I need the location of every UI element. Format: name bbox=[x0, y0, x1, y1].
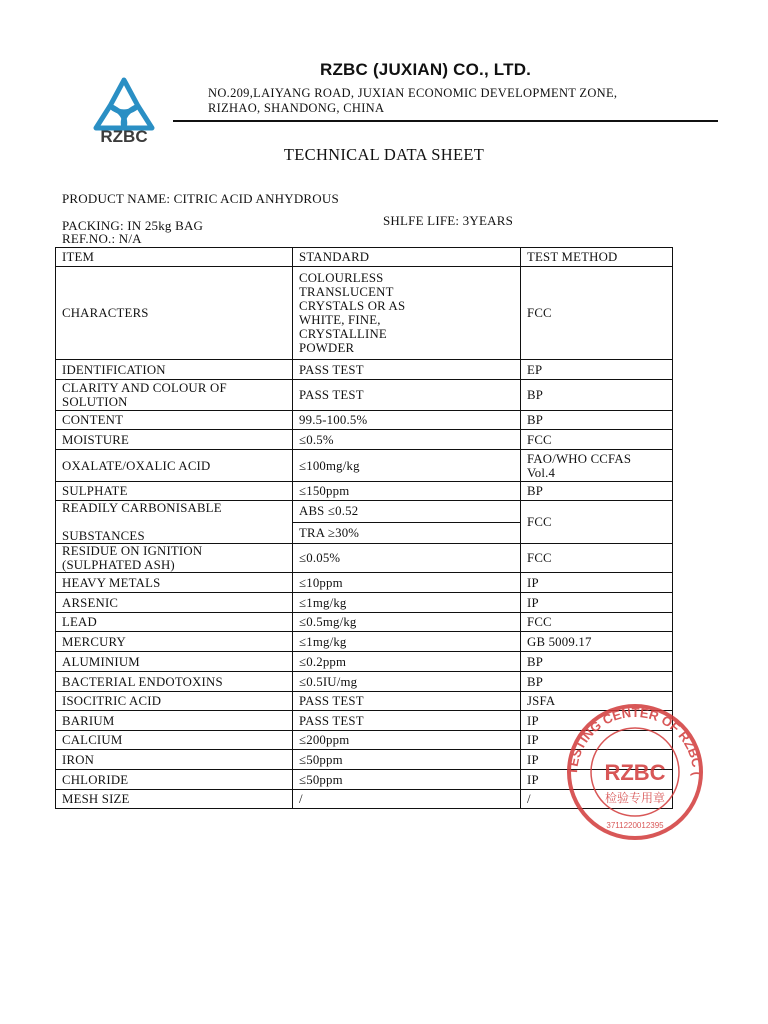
table-header-row bbox=[56, 248, 673, 267]
cell-method: IP bbox=[521, 731, 673, 750]
cell-method: EP bbox=[521, 360, 673, 380]
table-row bbox=[56, 501, 673, 523]
table-row bbox=[56, 593, 673, 613]
cell-item: RESIDUE ON IGNITION (SULPHATED ASH) bbox=[56, 544, 293, 573]
cell-item: CALCIUM bbox=[56, 731, 293, 750]
cell-standard: ≤1mg/kg bbox=[293, 632, 521, 652]
cell-standard: ≤50ppm bbox=[293, 770, 521, 790]
cell-item: OXALATE/OXALIC ACID bbox=[56, 450, 293, 482]
cell-method: GB 5009.17 bbox=[521, 632, 673, 652]
cell-item: CHLORIDE bbox=[56, 770, 293, 790]
table-row bbox=[56, 613, 673, 632]
cell-standard: TRA ≥30% bbox=[293, 522, 521, 544]
cell-method: FCC bbox=[521, 501, 673, 544]
cell-standard: ≤10ppm bbox=[293, 573, 521, 593]
ref-no: REF.NO.: N/A bbox=[62, 231, 142, 246]
table-row bbox=[56, 770, 673, 790]
cell-item: BARIUM bbox=[56, 711, 293, 731]
logo-text: RZBC bbox=[100, 127, 148, 144]
table-row bbox=[56, 360, 673, 380]
cell-item: LEAD bbox=[56, 613, 293, 632]
cell-standard: ≤0.5% bbox=[293, 430, 521, 450]
packing: PACKING: IN 25kg BAG bbox=[62, 218, 204, 233]
table-row bbox=[56, 672, 673, 692]
cell-method: IP bbox=[521, 573, 673, 593]
table-row bbox=[56, 380, 673, 411]
stamp-center-text: RZBC bbox=[604, 760, 666, 785]
cell-method: IP bbox=[521, 711, 673, 731]
table-row bbox=[56, 750, 673, 770]
page-title: TECHNICAL DATA SHEET bbox=[283, 145, 485, 164]
table-row bbox=[56, 652, 673, 672]
cell-standard: ≤50ppm bbox=[293, 750, 521, 770]
cell-method: FCC bbox=[521, 613, 673, 632]
table-row bbox=[56, 267, 673, 360]
spec-table bbox=[55, 247, 673, 809]
product-name: PRODUCT NAME: CITRIC ACID ANHYDROUS bbox=[62, 191, 339, 206]
cell-method: BP bbox=[521, 411, 673, 430]
table-row bbox=[56, 482, 673, 501]
cell-item: MESH SIZE bbox=[56, 790, 293, 809]
table-row bbox=[56, 411, 673, 430]
header-divider bbox=[173, 120, 718, 122]
cell-standard: ≤100mg/kg bbox=[293, 450, 521, 482]
cell-item: CHARACTERS bbox=[56, 267, 293, 360]
cell-standard: ≤0.5mg/kg bbox=[293, 613, 521, 632]
cell-method: BP bbox=[521, 672, 673, 692]
table-row bbox=[56, 544, 673, 573]
cell-standard: ≤0.05% bbox=[293, 544, 521, 573]
address-line-1: NO.209,LAIYANG ROAD, JUXIAN ECONOMIC DEVELOPMENT ZONE, bbox=[208, 86, 618, 100]
cell-method: / bbox=[521, 790, 673, 809]
table-row bbox=[56, 430, 673, 450]
cell-method: IP bbox=[521, 750, 673, 770]
cell-standard: 99.5-100.5% bbox=[293, 411, 521, 430]
cell-item: READILY CARBONISABLE SUBSTANCES bbox=[56, 501, 293, 544]
cell-method: BP bbox=[521, 652, 673, 672]
cell-standard: COLOURLESS TRANSLUCENT CRYSTALS OR AS WHITE, FINE, CRYSTALLINE POWDER bbox=[293, 267, 521, 360]
cell-item: SULPHATE bbox=[56, 482, 293, 501]
cell-standard: ≤200ppm bbox=[293, 731, 521, 750]
stamp-chinese-text: 检验专用章 bbox=[604, 791, 666, 805]
cell-method: FCC bbox=[521, 267, 673, 360]
header-standard: STANDARD bbox=[293, 248, 521, 267]
table-row bbox=[56, 632, 673, 652]
cell-method: IP bbox=[521, 770, 673, 790]
table-row bbox=[56, 711, 673, 731]
cell-standard: PASS TEST bbox=[293, 692, 521, 711]
cell-item: ARSENIC bbox=[56, 593, 293, 613]
cell-item: MERCURY bbox=[56, 632, 293, 652]
cell-standard: PASS TEST bbox=[293, 360, 521, 380]
cell-standard: ≤150ppm bbox=[293, 482, 521, 501]
cell-standard: PASS TEST bbox=[293, 380, 521, 411]
cell-method: FCC bbox=[521, 430, 673, 450]
cell-method: BP bbox=[521, 482, 673, 501]
header-item: ITEM bbox=[56, 248, 293, 267]
cell-item: IDENTIFICATION bbox=[56, 360, 293, 380]
cell-method: BP bbox=[521, 380, 673, 411]
cell-standard: PASS TEST bbox=[293, 711, 521, 731]
table-row bbox=[56, 731, 673, 750]
table-row bbox=[56, 573, 673, 593]
shelf-life: SHLFE LIFE: 3YEARS bbox=[383, 213, 514, 228]
cell-method: FAO/WHO CCFAS Vol.4 bbox=[521, 450, 673, 482]
cell-standard: ≤1mg/kg bbox=[293, 593, 521, 613]
cell-item: HEAVY METALS bbox=[56, 573, 293, 593]
cell-item: CONTENT bbox=[56, 411, 293, 430]
cell-item: ALUMINIUM bbox=[56, 652, 293, 672]
cell-item: CLARITY AND COLOUR OF SOLUTION bbox=[56, 380, 293, 411]
table-row bbox=[56, 450, 673, 482]
cell-item: IRON bbox=[56, 750, 293, 770]
cell-standard: ≤0.2ppm bbox=[293, 652, 521, 672]
cell-method: JSFA bbox=[521, 692, 673, 711]
cell-item: ISOCITRIC ACID bbox=[56, 692, 293, 711]
table-row bbox=[56, 790, 673, 809]
cell-item: BACTERIAL ENDOTOXINS bbox=[56, 672, 293, 692]
cell-standard: / bbox=[293, 790, 521, 809]
stamp-number: 3711220012395 bbox=[606, 821, 664, 830]
cell-method: FCC bbox=[521, 544, 673, 573]
cell-standard: ABS ≤0.52 bbox=[293, 501, 521, 523]
company-logo bbox=[88, 76, 160, 149]
cell-method: IP bbox=[521, 593, 673, 613]
cell-standard: ≤0.5IU/mg bbox=[293, 672, 521, 692]
address-line-2: RIZHAO, SHANDONG, CHINA bbox=[208, 101, 385, 115]
stamp-outer-text: TESTING CENTER OF RZBC ( bbox=[564, 704, 706, 777]
company-name: RZBC (JUXIAN) CO., LTD. bbox=[320, 60, 532, 79]
cell-item: MOISTURE bbox=[56, 430, 293, 450]
table-row bbox=[56, 692, 673, 711]
header-method: TEST METHOD bbox=[521, 248, 673, 267]
